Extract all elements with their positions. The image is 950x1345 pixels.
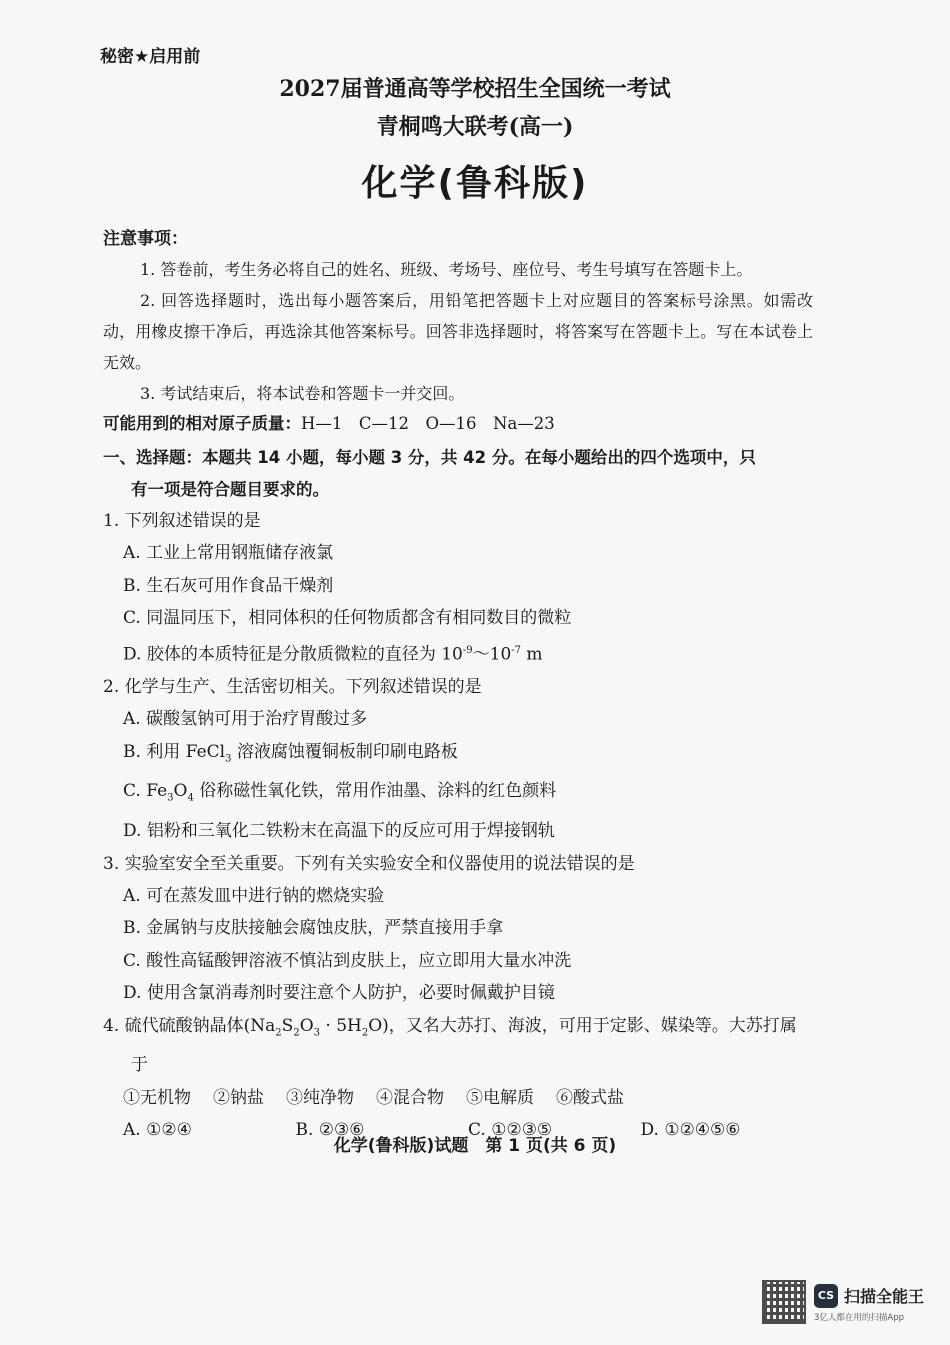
- q2c-sub: 3: [167, 792, 174, 804]
- qr-code-icon: [762, 1280, 806, 1324]
- camscanner-logo-icon: CS: [814, 1284, 838, 1308]
- q2b-text: B. 利用 FeCl: [123, 741, 226, 762]
- exam-title: 2027届普通高等学校招生全国统一考试: [279, 76, 671, 102]
- question-3-option-a: A. 可在蒸发皿中进行钠的燃烧实验: [123, 885, 385, 906]
- q4-sub: 2: [275, 1026, 282, 1038]
- q4-item: ②钠盐: [213, 1087, 264, 1108]
- q4-choice-d: D. ①②④⑤⑥: [640, 1120, 741, 1141]
- question-3-option-c: C. 酸性高锰酸钾溶液不慎沾到皮肤上，应立即用大量水冲洗: [123, 950, 572, 971]
- section-line-2: 有一项是符合题目要求的。: [131, 480, 329, 499]
- q4-text: 4. 硫代硫酸钠晶体(Na: [103, 1015, 276, 1036]
- atomic-mass: [103, 410, 813, 434]
- question-2-option-d: D. 铝粉和三氧化二铁粉末在高温下的反应可用于焊接钢轨: [123, 821, 555, 842]
- q4-text: · 5H: [320, 1015, 362, 1036]
- atomic-mass-values: H—1 C—12 O—16 Na—23: [301, 414, 555, 433]
- question-2-stem: 2. 化学与生产、生活密切相关。下列叙述错误的是: [103, 676, 482, 697]
- q1d-exp: -7: [511, 644, 522, 656]
- question-3-option-b: B. 金属钠与皮肤接触会腐蚀皮肤，严禁直接用手拿: [123, 918, 504, 939]
- q4-item: ⑥酸式盐: [556, 1087, 624, 1108]
- q1d-text: ～10: [472, 644, 512, 665]
- question-4-stem: [103, 1010, 813, 1082]
- scanner-slogan: 3亿人都在用的扫描App: [814, 1313, 905, 1323]
- q4-text: O: [299, 1015, 314, 1036]
- q4-item: ③纯净物: [286, 1087, 354, 1108]
- q1d-exp: -9: [462, 644, 473, 656]
- q4-choice-c: C. ①②③⑤: [468, 1120, 553, 1141]
- exam-subtitle: 青桐鸣大联考(高一): [376, 114, 574, 140]
- question-1-option-c: C. 同温同压下，相同体积的任何物质都含有相同数目的微粒: [123, 608, 572, 629]
- q2c-text: C. Fe: [123, 781, 168, 802]
- question-2-option-c: [103, 775, 813, 815]
- question-3-stem: 3. 实验室安全至关重要。下列有关实验安全和仪器使用的说法错误的是: [103, 853, 635, 874]
- question-1-option-d: [103, 635, 813, 671]
- q2b-sub: 3: [225, 752, 232, 764]
- section-line-1: 一、选择题：本题共 14 小题，每小题 3 分，共 42 分。在每小题给出的四个选项中，只: [103, 448, 756, 467]
- q2b-text: 溶液腐蚀覆铜板制印刷电路板: [231, 741, 458, 762]
- page-footer: 化学(鲁科版)试题 第 1 页(共 6 页): [333, 1136, 617, 1156]
- q4-text: S: [281, 1015, 294, 1036]
- q2c-text: O: [173, 781, 188, 802]
- question-1-option-b: B. 生石灰可用作食品干燥剂: [123, 575, 334, 596]
- q4-item: ④混合物: [376, 1087, 444, 1108]
- notice-item: 2. 回答选择题时，选出每小题答案后，用铅笔把答题卡上对应题目的答案标号涂黑。如需改动，用橡皮擦干净后，再选涂其他答案标号。回答非选择题时，将答案写在答题卡上。写在本试卷上无效。: [103, 291, 813, 372]
- scanner-watermark: [762, 1280, 932, 1330]
- question-3-option-d: D. 使用含氯消毒剂时要注意个人防护，必要时佩戴护目镜: [123, 983, 555, 1004]
- q4-sub: 2: [361, 1026, 369, 1038]
- questions: [103, 505, 813, 1147]
- q4-text: O)，又名大苏打、海波，可用于定影、媒染等。大苏打属于: [131, 1015, 797, 1076]
- question-1-stem: 1. 下列叙述错误的是: [103, 511, 261, 531]
- q2c-sub: 4: [187, 792, 194, 804]
- q4-item: ①无机物: [123, 1087, 191, 1108]
- q1d-text: D. 胶体的本质特征是分散质微粒的直径为 10: [123, 644, 463, 665]
- question-2-option-b: [103, 736, 813, 776]
- confidential-mark: 秘密★启用前: [100, 47, 201, 67]
- q2c-text: 俗称磁性氧化铁，常用作油墨、涂料的红色颜料: [193, 781, 557, 802]
- notice-list: [103, 254, 813, 409]
- subject-title: 化学(鲁科版): [361, 163, 589, 204]
- scanner-brand: 扫描全能王: [844, 1287, 925, 1306]
- q4-choice-a: A. ①②④: [123, 1120, 192, 1141]
- q4-choice-b: B. ②③⑥: [295, 1120, 365, 1141]
- q4-sub: 3: [313, 1026, 320, 1038]
- q4-item: ⑤电解质: [466, 1087, 534, 1108]
- question-4-items: [103, 1082, 813, 1114]
- question-2-option-a: A. 碳酸氢钠可用于治疗胃酸过多: [123, 709, 368, 730]
- notice-title: 注意事项：: [103, 229, 188, 249]
- notice-item: 3. 考试结束后，将本试卷和答题卡一并交回。: [140, 384, 465, 403]
- question-1-option-a: A. 工业上常用钢瓶储存液氯: [123, 543, 334, 564]
- q4-sub: 2: [293, 1026, 300, 1038]
- q1d-text: m: [521, 644, 543, 665]
- atomic-mass-label: 可能用到的相对原子质量：: [103, 414, 301, 433]
- notice-item: 1. 答卷前，考生务必将自己的姓名、班级、考场号、座位号、考生号填写在答题卡上。: [140, 260, 753, 279]
- section-heading: [103, 442, 813, 506]
